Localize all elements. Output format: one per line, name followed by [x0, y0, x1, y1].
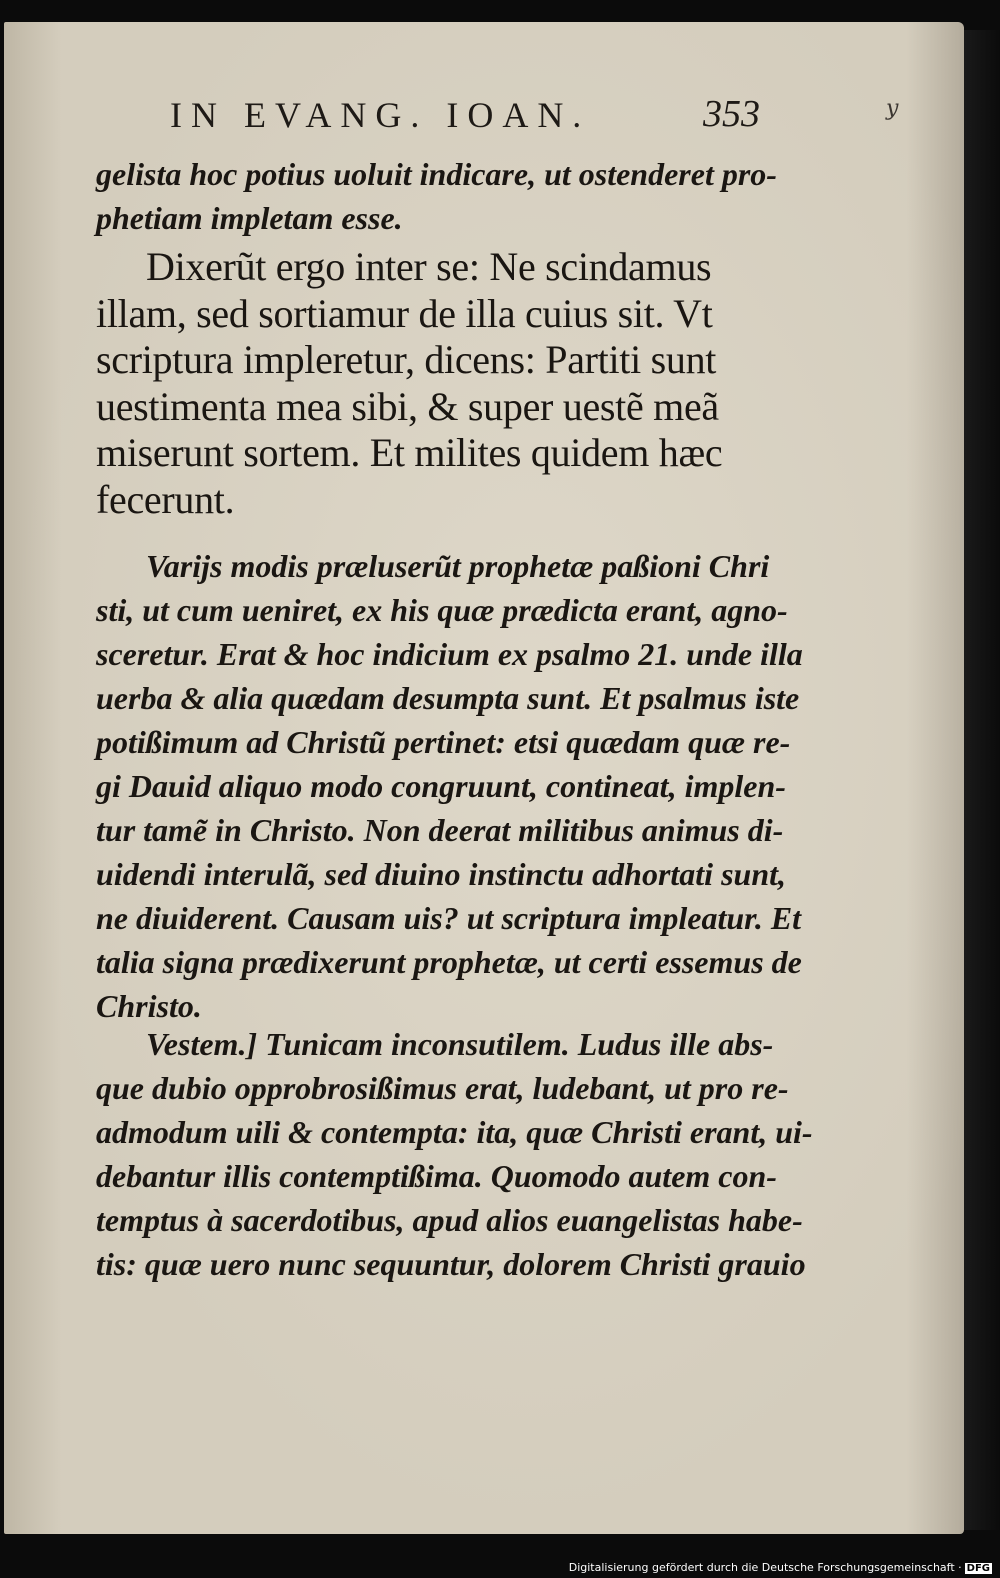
text-line: phetiam impletam esse. — [96, 200, 403, 236]
text-line: Christo. — [96, 988, 202, 1024]
text-line: miserunt sortem. Et milites quidem hæc — [96, 430, 723, 475]
text-line: temptus à sacerdotibus, apud alios euangelistas habe- — [96, 1202, 803, 1238]
page-header — [170, 94, 760, 140]
text-line: fecerunt. — [96, 476, 235, 522]
credit-text: Digitalisierung gefördert durch die Deutsche Forschungsgemeinschaft · — [568, 1561, 962, 1574]
scripture-passage — [96, 244, 776, 523]
text-line: potißimum ad Christũ pertinet: etsi quædam quæ re- — [96, 724, 791, 760]
digitization-credit — [569, 1561, 992, 1574]
text-line: gi Dauid aliquo modo congruunt, contineat, implen- — [96, 768, 786, 804]
commentary-vestem — [96, 1022, 813, 1286]
text-line: uerba & alia quædam desumpta sunt. Et psalmus iste — [96, 680, 800, 716]
text-line: debantur illis contemptißima. Quomodo autem con- — [96, 1158, 777, 1194]
text-line: uestimenta mea sibi, & super uestẽ meã — [96, 383, 719, 429]
commentary-main — [96, 544, 803, 1028]
corner-mark: y — [886, 96, 899, 121]
text-line: talia signa prædixerunt prophetæ, ut certi essemus de — [96, 944, 802, 980]
page-edge-shadow — [964, 30, 1000, 1530]
running-title: IN EVANG. IOAN. — [170, 95, 591, 135]
commentary-top — [96, 152, 776, 240]
text-line: scriptura impleretur, dicens: Partiti sunt — [96, 337, 717, 382]
text-line: sceretur. Erat & hoc indicium ex psalmo 21. unde illa — [96, 636, 803, 672]
text-line: uidendi interulã, sed diuino instinctu adhortati sunt, — [96, 856, 786, 892]
text-line: Dixerũt ergo inter se: Ne scindamus — [146, 244, 712, 289]
text-line: tur tamẽ in Christo. Non deerat militibus animus di- — [96, 812, 784, 848]
text-line: que dubio opprobrosißimus erat, ludebant, ut pro re- — [96, 1070, 789, 1106]
text-line: admodum uili & contempta: ita, quæ Christi erant, ui- — [96, 1114, 813, 1150]
text-line: gelista hoc potius uoluit indicare, ut ostenderet pro- — [96, 156, 777, 192]
page-number: 353 — [703, 93, 760, 135]
dfg-logo: DFG — [966, 1563, 990, 1574]
text-line: ne diuiderent. Causam uis? ut scriptura impleatur. Et — [96, 900, 802, 936]
text-line: Varijs modis præluserũt prophetæ paßioni Chri — [146, 548, 770, 584]
text-line: Vestem.] Tunicam inconsutilem. Ludus ille abs- — [146, 1026, 774, 1062]
text-line: sti, ut cum ueniret, ex his quæ prædicta erant, agno- — [96, 592, 788, 628]
text-line: illam, sed sortiamur de illa cuius sit. Vt — [96, 290, 713, 336]
text-line: tis: quæ uero nunc sequuntur, dolorem Christi grauio — [96, 1246, 806, 1282]
